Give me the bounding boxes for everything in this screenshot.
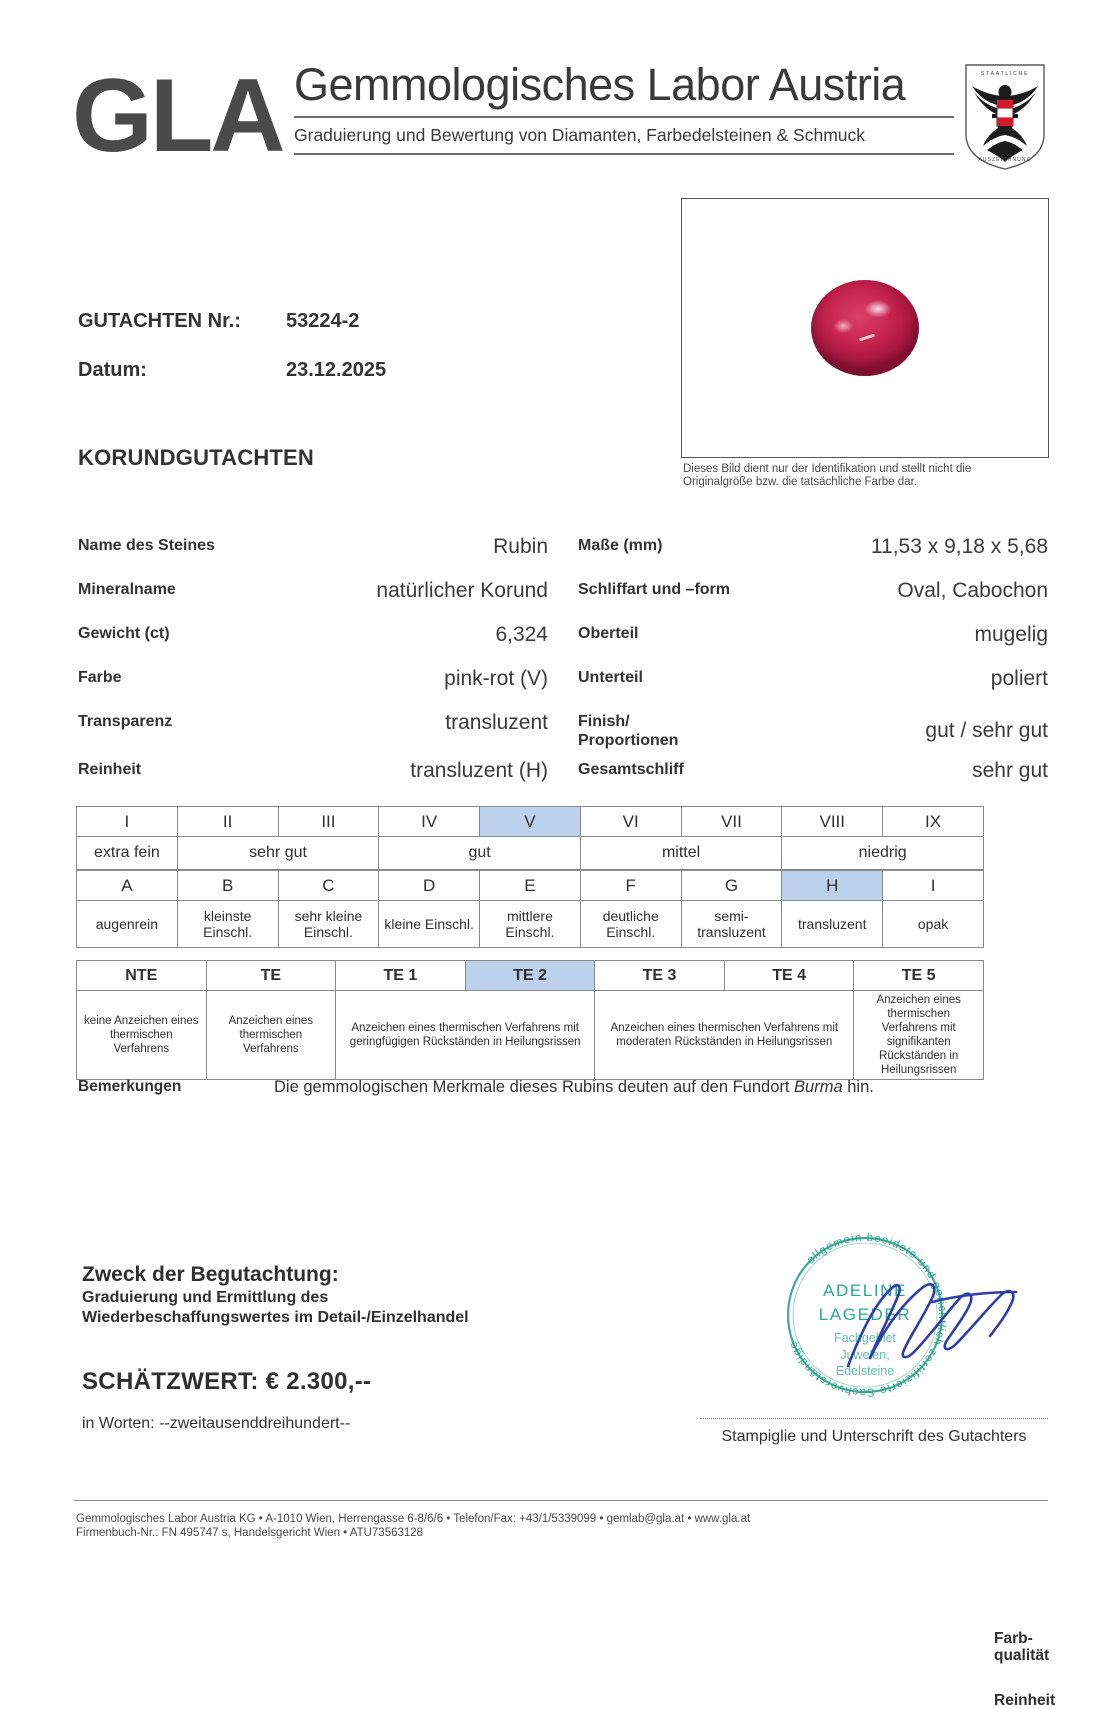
footer: [76, 1512, 1050, 1540]
clarity-desc-row: [77, 901, 984, 948]
remarks-text-after: hin.: [842, 1078, 874, 1096]
treatment-code-row: [77, 961, 984, 991]
property-row: [78, 580, 548, 624]
property-value: gut / sehr gut: [925, 719, 1048, 742]
purpose-line-1: Graduierung und Ermittlung des: [82, 1289, 329, 1306]
color-desc-cell: gut: [379, 837, 581, 870]
header-divider-top: [294, 116, 954, 118]
stamp-name-line2: LAGEDER: [818, 1305, 912, 1324]
signature-line: [700, 1418, 1048, 1419]
color-desc-cell: niedrig: [782, 837, 984, 870]
treatment-desc-row: [77, 991, 984, 1080]
austrian-eagle-emblem-icon: [962, 62, 1048, 172]
color-quality-side-label-line1: Farb-: [994, 1630, 1033, 1647]
certificate-date-value: 23.12.2025: [286, 359, 387, 381]
property-row: [78, 624, 548, 668]
photo-caption-line2: Originalgröße bzw. die tatsächliche Farbe dar.: [683, 476, 917, 488]
clarity-code-cell[interactable]: F: [580, 871, 681, 901]
gemstone-glint: [858, 333, 874, 341]
document-header: [72, 58, 1048, 178]
footer-divider: [74, 1500, 1048, 1501]
lab-tagline: Graduierung und Bewertung von Diamanten, Farbedelsteinen & Schmuck: [294, 125, 866, 145]
properties-right-column: [578, 536, 1048, 808]
clarity-code-cell[interactable]: D: [379, 871, 480, 901]
header-text-block: [294, 58, 954, 155]
clarity-desc-cell: kleine Einschl.: [379, 901, 480, 948]
color-code-cell[interactable]: I: [77, 807, 178, 837]
clarity-code-cell[interactable]: C: [278, 871, 379, 901]
property-value: transluzent (H): [410, 759, 548, 782]
treatment-desc-cell: Anzeichen eines thermischen Verfahrens: [206, 991, 336, 1080]
property-key: Oberteil: [578, 625, 639, 642]
color-code-cell[interactable]: III: [278, 807, 379, 837]
stamp-inner-line2: Juwelen,: [840, 1348, 890, 1362]
clarity-code-cell[interactable]: I: [883, 871, 984, 901]
color-code-cell[interactable]: VI: [580, 807, 681, 837]
clarity-code-cell[interactable]: G: [681, 871, 782, 901]
emblem-top-text: STAATLICHE: [980, 71, 1030, 77]
color-code-cell-selected[interactable]: V: [480, 807, 581, 837]
clarity-desc-cell: semi-transluzent: [681, 901, 782, 948]
clarity-table: [76, 870, 984, 948]
color-desc-cell: extra fein: [77, 837, 178, 870]
document-type-title: KORUNDGUTACHTEN: [78, 445, 315, 470]
color-code-cell[interactable]: VII: [681, 807, 782, 837]
color-quality-side-label: [994, 1630, 1084, 1664]
property-key: Mineralname: [78, 581, 176, 598]
clarity-code-cell-selected[interactable]: H: [782, 871, 883, 901]
treatment-code-cell[interactable]: TE 1: [336, 961, 466, 991]
color-code-cell[interactable]: II: [177, 807, 278, 837]
property-row: [578, 668, 1048, 712]
color-desc-cell: mittel: [580, 837, 782, 870]
stamp-inner-line3: Edelsteine: [835, 1364, 895, 1378]
stamp-inner-line1: Fachgebiet: [834, 1331, 896, 1345]
treatment-desc-cell: Anzeichen eines thermischen Verfahrens mit signifikanten Rückständen in Heilungsrissen: [854, 991, 984, 1080]
certificate-number-label: GUTACHTEN Nr.:: [78, 310, 241, 332]
color-code-cell[interactable]: VIII: [782, 807, 883, 837]
color-code-cell[interactable]: IV: [379, 807, 480, 837]
clarity-desc-cell: deutliche Einschl.: [580, 901, 681, 948]
property-row: [578, 580, 1048, 624]
remarks-text-before: Die gemmologischen Merkmale dieses Rubins deuten auf den Fundort: [274, 1078, 795, 1096]
certificate-meta: [78, 310, 638, 408]
remarks-section: [78, 1078, 1038, 1097]
value-in-words: in Worten: --zweitausenddreihundert--: [82, 1415, 351, 1432]
handwritten-signature: [836, 1258, 1036, 1378]
treatment-code-cell[interactable]: TE 4: [724, 961, 854, 991]
property-value: mugelig: [974, 623, 1048, 646]
clarity-desc-cell: sehr kleine Einschl.: [278, 901, 379, 948]
property-value: Oval, Cabochon: [897, 579, 1048, 602]
property-key: Transparenz: [78, 713, 173, 730]
color-quality-desc-row: [77, 837, 984, 870]
remarks-origin: Burma: [794, 1078, 843, 1096]
clarity-desc-cell: mittlere Einschl.: [480, 901, 581, 948]
stamp-ring-text: allgemein beeidete und gerichtlich zertifizierte Sachverständige: [786, 1231, 949, 1399]
clarity-code-cell[interactable]: B: [177, 871, 278, 901]
property-value: pink-rot (V): [444, 667, 548, 690]
property-key: Unterteil: [578, 669, 643, 686]
treatment-desc-cell: keine Anzeichen eines thermischen Verfahrens: [77, 991, 207, 1080]
property-key: Farbe: [78, 669, 122, 686]
gemstone-image: [811, 280, 919, 376]
estimated-value: SCHÄTZWERT: € 2.300,--: [82, 1368, 372, 1395]
property-value: Rubin: [493, 535, 548, 558]
purpose-section: [82, 1262, 642, 1328]
property-key: [578, 712, 678, 750]
property-row: [78, 668, 548, 712]
lab-name: Gemmologisches Labor Austria: [294, 59, 906, 110]
property-value: 6,324: [495, 623, 548, 646]
certificate-number-row: [78, 310, 638, 333]
treatment-code-cell[interactable]: TE: [206, 961, 336, 991]
treatment-code-cell-selected[interactable]: TE 2: [465, 961, 595, 991]
property-row: [578, 712, 1048, 760]
property-value: 11,53 x 9,18 x 5,68: [870, 535, 1048, 558]
photo-caption-line1: Dieses Bild dient nur der Identifikation und stellt nicht die: [683, 463, 972, 475]
emblem-bottom-text: AUSZEICHNUNG: [978, 157, 1032, 163]
color-quality-table: [76, 806, 984, 870]
clarity-desc-cell: kleinste Einschl.: [177, 901, 278, 948]
treatment-code-cell[interactable]: TE 5: [854, 961, 984, 991]
property-key: Reinheit: [78, 761, 142, 778]
property-row: [78, 712, 548, 760]
treatment-desc-cell: Anzeichen eines thermischen Verfahrens mit moderaten Rückständen in Heilungsrissen: [595, 991, 854, 1080]
certificate-date-label: Datum:: [78, 359, 147, 381]
color-quality-code-row: [77, 807, 984, 837]
property-row: [78, 536, 548, 580]
certificate-number-value: 53224-2: [286, 310, 360, 332]
clarity-code-row: [77, 871, 984, 901]
gla-logo: GLA: [72, 58, 283, 174]
footer-line-2: Firmenbuch-Nr.: FN 495747 s, Handelsgericht Wien • ATU73563128: [76, 1527, 424, 1539]
purpose-title: Zweck der Begutachtung:: [82, 1263, 339, 1286]
color-code-cell[interactable]: IX: [883, 807, 984, 837]
stone-properties: [78, 536, 1048, 808]
treatment-table: [76, 960, 984, 1080]
certificate-date-row: [78, 359, 638, 382]
property-key: Maße (mm): [578, 537, 663, 554]
property-row: [78, 760, 548, 808]
treatment-code-cell[interactable]: TE 3: [595, 961, 725, 991]
property-value: transluzent: [445, 711, 548, 734]
property-row: [578, 760, 1048, 808]
property-key-line1: Finish/: [578, 713, 630, 730]
property-key-line2: Proportionen: [578, 732, 679, 749]
remarks-label: Bemerkungen: [78, 1078, 182, 1095]
signature-caption: Stampiglie und Unterschrift des Gutachters: [721, 1428, 1027, 1445]
header-divider-bottom: [294, 153, 954, 155]
clarity-code-cell[interactable]: E: [480, 871, 581, 901]
property-key: Gesamtschliff: [578, 761, 684, 778]
photo-caption: [683, 463, 1053, 489]
footer-line-1: Gemmologisches Labor Austria KG • A-1010 Wien, Herrengasse 6-8/6/6 • Telefon/Fax: +43/1/5339099 • gemlab@gla.at • www.gla.at: [76, 1513, 751, 1525]
clarity-desc-cell: augenrein: [77, 901, 178, 948]
color-quality-side-label-line2: qualität: [994, 1647, 1050, 1664]
property-value: sehr gut: [972, 759, 1048, 782]
property-value: poliert: [990, 667, 1048, 690]
treatment-desc-cell: Anzeichen eines thermischen Verfahrens mit geringfügigen Rückständen in Heilungsrissen: [336, 991, 595, 1080]
property-key: Gewicht (ct): [78, 625, 170, 642]
properties-left-column: [78, 536, 548, 808]
clarity-side-label: Reinheit: [994, 1692, 1056, 1709]
clarity-desc-cell: opak: [883, 901, 984, 948]
property-row: [578, 624, 1048, 668]
gemstone-photo-frame: [681, 198, 1049, 458]
property-row: [578, 536, 1048, 580]
remarks-text: [274, 1078, 874, 1097]
clarity-desc-cell: transluzent: [782, 901, 883, 948]
clarity-code-cell[interactable]: A: [77, 871, 178, 901]
property-key: Schliffart und –form: [578, 581, 731, 598]
treatment-code-cell[interactable]: NTE: [77, 961, 207, 991]
stamp-name-line1: ADELINE: [823, 1281, 907, 1300]
property-value: natürlicher Korund: [376, 579, 548, 602]
property-key: Name des Steines: [78, 537, 215, 554]
color-desc-cell: sehr gut: [177, 837, 379, 870]
purpose-line-2: Wiederbeschaffungswertes im Detail-/Einzelhandel: [82, 1309, 469, 1326]
